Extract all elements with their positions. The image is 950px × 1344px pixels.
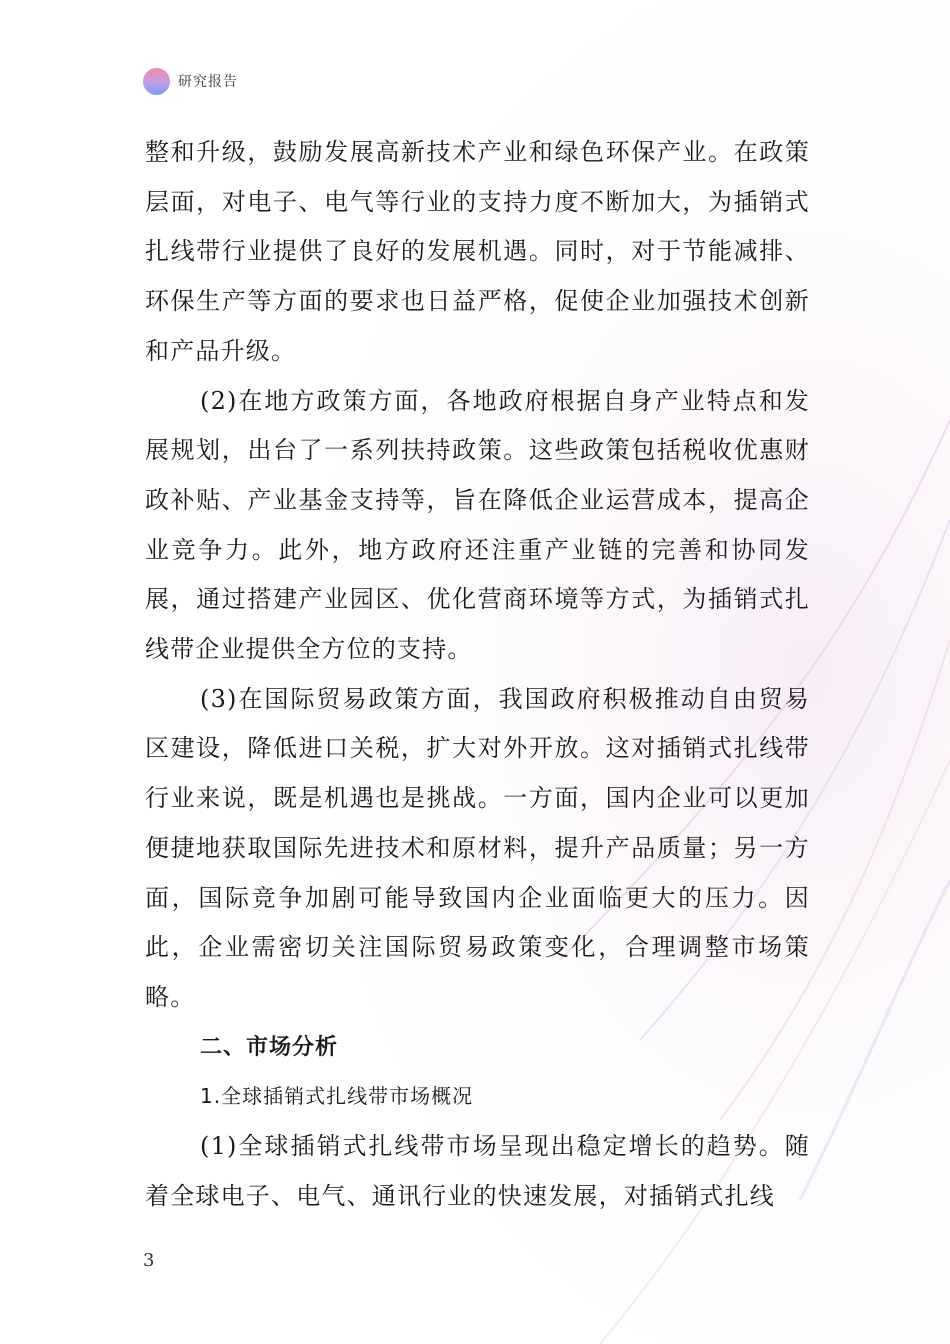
report-header [143,66,238,96]
page-number: 3 [143,1250,155,1271]
logo-circle-icon [143,68,170,95]
header-title: 研究报告 [178,74,238,90]
paragraph-1: 整和升级，鼓励发展高新技术产业和绿色环保产业。在政策层面，对电子、电气等行业的支持力度不断加大，为插销式扎线带行业提供了良好的发展机遇。同时，对于节能减排、环保生产等方面的要求也日益严格，促使企业加强技术创新和产品升级。 [145,138,810,365]
paragraph-4: (1)全球插销式扎线带市场呈现出稳定增长的趋势。随着全球电子、电气、通讯行业的快速发展，对插销式扎线 [145,1132,810,1210]
paragraph-3: (3)在国际贸易政策方面，我国政府积极推动自由贸易区建设，降低进口关税，扩大对外开放。这对插销式扎线带行业来说，既是机遇也是挑战。一方面，国内企业可以更加便捷地获取国际先进技术和原材料，提升产品质量；另一方面，国际竞争加剧可能导致国内企业面临更大的压力。因此，企业需密切关注国际贸易政策变化，合理调整市场策略。 [145,684,810,1011]
section-heading: 二、市场分析 [200,1034,339,1060]
document-body [145,128,810,1221]
subsection-heading: 1.全球插销式扎线带市场概况 [200,1084,474,1109]
paragraph-2: (2)在地方政策方面，各地政府根据自身产业特点和发展规划，出台了一系列扶持政策。这些政策包括税收优惠财政补贴、产业基金支持等，旨在降低企业运营成本，提高企业竞争力。此外，地方政府还注重产业链的完善和协同发展，通过搭建产业园区、优化营商环境等方式，为插销式扎线带企业提供全方位的支持。 [145,386,810,664]
